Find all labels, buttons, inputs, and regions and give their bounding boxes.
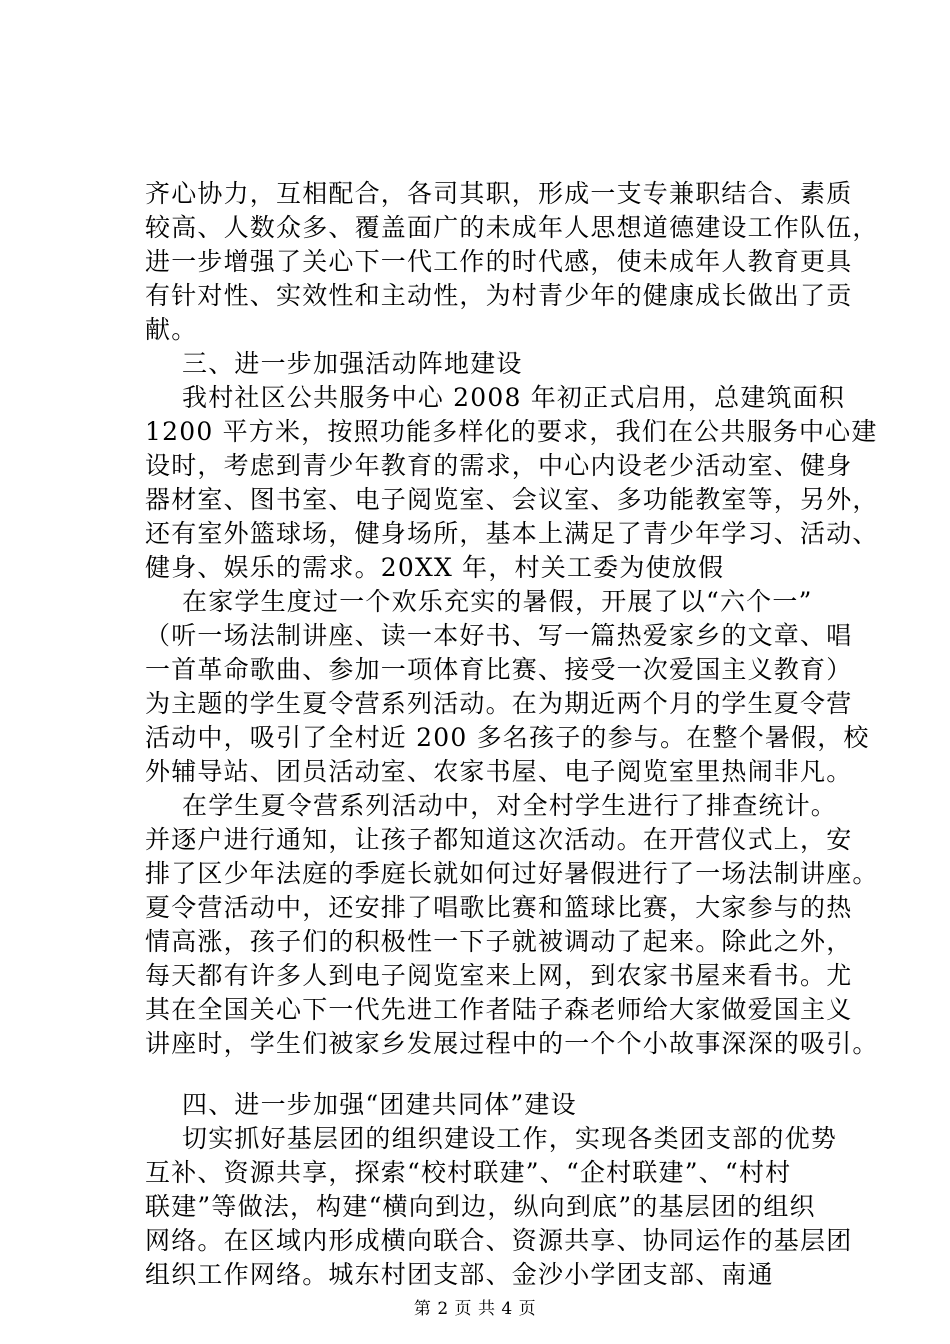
paragraph-line: 为主题的学生夏令营系列活动。在为期近两个月的学生夏令营 bbox=[145, 689, 853, 718]
paragraph-line: 设时，考虑到青少年教育的需求，中心内设老少活动室、健身 bbox=[145, 451, 853, 480]
paragraph-line: 献。 bbox=[145, 315, 198, 344]
paragraph-line: 情高涨，孩子们的积极性一下子就被调动了起来。除此之外， bbox=[145, 927, 853, 956]
paragraph-line: 并逐户进行通知，让孩子都知道这次活动。在开营仪式上，安 bbox=[145, 825, 853, 854]
paragraph-line: （听一场法制讲座、读一本好书、写一篇热爱家乡的文章、唱 bbox=[145, 621, 853, 650]
paragraph-line: 我村社区公共服务中心 2008 年初正式启用，总建筑面积 bbox=[182, 383, 846, 412]
paragraph-line: 网络。在区域内形成横向联合、资源共享、协同运作的基层团 bbox=[145, 1226, 853, 1255]
paragraph-line: 在学生夏令营系列活动中，对全村学生进行了排查统计。 bbox=[182, 791, 838, 820]
paragraph-line: 齐心协力，互相配合，各司其职，形成一支专兼职结合、素质 bbox=[145, 179, 853, 208]
paragraph-line: 活动中，吸引了全村近 200 多名孩子的参与。在整个暑假，校 bbox=[145, 723, 870, 752]
paragraph-line: 较高、人数众多、覆盖面广的未成年人思想道德建设工作队伍， bbox=[145, 213, 879, 242]
paragraph-line: 夏令营活动中，还安排了唱歌比赛和篮球比赛，大家参与的热 bbox=[145, 893, 853, 922]
page-number-footer: 第 2 页 共 4 页 bbox=[413, 1299, 537, 1319]
paragraph-line: 切实抓好基层团的组织建设工作，实现各类团支部的优势 bbox=[182, 1124, 838, 1153]
paragraph-line: 讲座时，学生们被家乡发展过程中的一个个小故事深深的吸引。 bbox=[145, 1029, 879, 1058]
paragraph-line: 每天都有许多人到电子阅览室来上网，到农家书屋来看书。尤 bbox=[145, 961, 853, 990]
paragraph-line: 其在全国关心下一代先进工作者陆子森老师给大家做爱国主义 bbox=[145, 995, 853, 1024]
paragraph-line: 器材室、图书室、电子阅览室、会议室、多功能教室等，另外， bbox=[145, 485, 879, 514]
paragraph-line: 还有室外篮球场，健身场所，基本上满足了青少年学习、活动、 bbox=[145, 519, 879, 548]
paragraph-line: 外辅导站、团员活动室、农家书屋、电子阅览室里热闹非凡。 bbox=[145, 757, 853, 786]
paragraph-line: 在家学生度过一个欢乐充实的暑假，开展了以“六个一” bbox=[182, 587, 813, 616]
paragraph-line: 组织工作网络。城东村团支部、金沙小学团支部、南通 bbox=[145, 1260, 774, 1289]
paragraph-line: 排了区少年法庭的季庭长就如何过好暑假进行了一场法制讲座。 bbox=[145, 859, 879, 888]
section-heading: 三、进一步加强活动阵地建设 bbox=[182, 349, 523, 378]
paragraph-line: 有针对性、实效性和主动性，为村青少年的健康成长做出了贡 bbox=[145, 281, 853, 310]
paragraph-line: 健身、娱乐的需求。20XX 年，村关工委为使放假 bbox=[145, 553, 725, 582]
paragraph-line: 1200 平方米，按照功能多样化的要求，我们在公共服务中心建 bbox=[145, 417, 878, 446]
section-heading: 四、进一步加强“团建共同体”建设 bbox=[182, 1090, 577, 1119]
paragraph-line: 联建”等做法，构建“横向到边，纵向到底”的基层团的组织 bbox=[145, 1192, 816, 1221]
paragraph-line: 一首革命歌曲、参加一项体育比赛、接受一次爱国主义教育） bbox=[145, 655, 853, 684]
paragraph-line: 进一步增强了关心下一代工作的时代感，使未成年人教育更具 bbox=[145, 247, 853, 276]
paragraph-line: 互补、资源共享，探索“校村联建”、“企村联建”、“村村 bbox=[145, 1158, 792, 1187]
